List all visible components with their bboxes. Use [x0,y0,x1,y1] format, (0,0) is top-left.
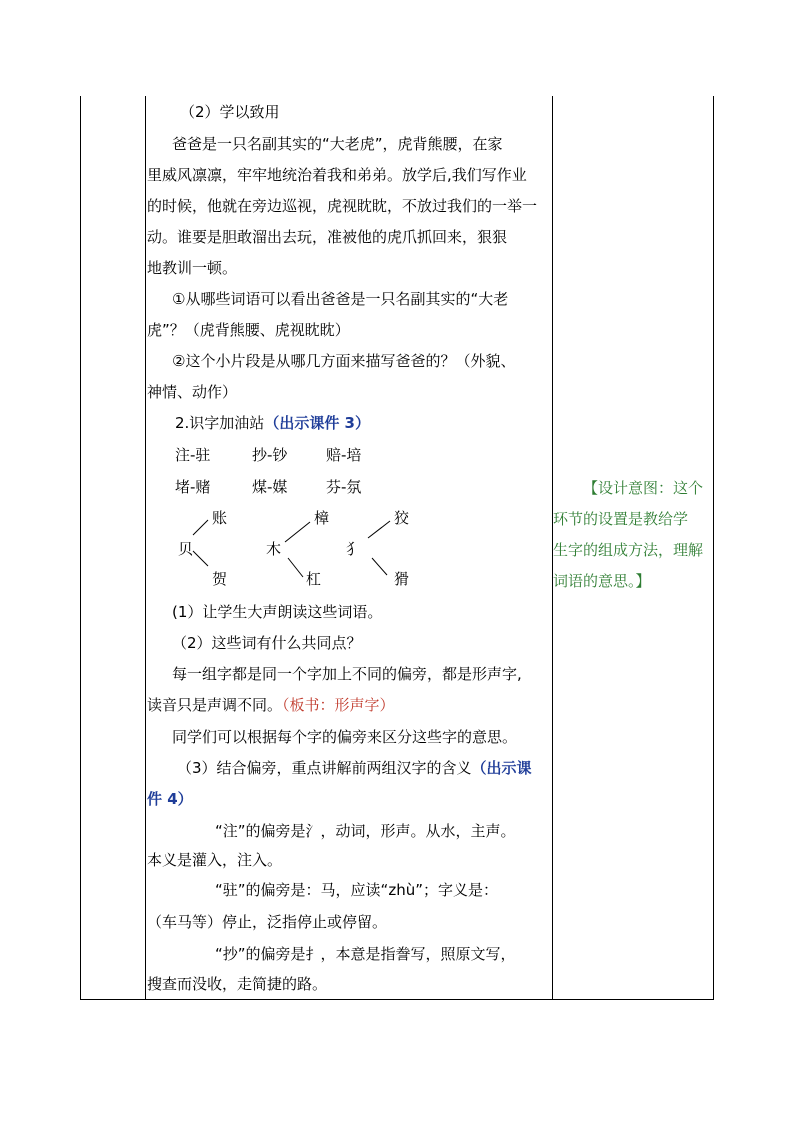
design-intent-line: 生字的组成方法，理解 [553,541,704,559]
instruction-line [177,758,532,778]
explanation-line [147,695,395,715]
tree-top-char: 狡 [394,509,410,527]
explanation-text: 读音只是声调不同。 [147,696,283,714]
design-intent-line: 词语的意思。】 [553,572,651,590]
explanation-line: “注”的偏旁是氵，动词，形声。从水，主声。 [215,822,516,840]
tree-top-char: 樟 [314,509,330,527]
section-title: 2.识字加油站 [175,414,265,432]
design-intent-line: 环节的设置是教给学 [553,510,689,528]
explanation-line: 同学们可以根据每个字的偏旁来区分这些字的意思。 [172,728,518,746]
courseware-note: （出示课件 3） [264,414,370,432]
tree-root-char: 贝 [178,540,194,558]
tree-root-char: 犭 [346,540,362,558]
section-heading: （2）学以致用 [180,103,280,121]
passage-line: 里威风凛凛，牢牢地统治着我和弟弟。放学后,我们写作业 [147,166,527,184]
courseware-note: （出示课 [471,759,532,777]
tree-bottom-char: 猾 [394,570,410,588]
instruction-line: (1）让学生大声朗读这些词语。 [172,603,383,621]
question-line: 神情、动作） [147,383,238,401]
word-pair: 芬-氛 [326,478,362,496]
explanation-line: 本义是灌入，注入。 [147,851,283,869]
design-intent-line: 【设计意图：这个 [583,479,704,497]
instruction-line: （2）这些词有什么共同点？ [172,634,362,652]
tree-bottom-char: 贺 [212,570,228,588]
passage-line: 地教训一顿。 [147,259,238,277]
explanation-line: “驻”的偏旁是：马，应读“zhù”；字义是： [215,881,498,899]
word-pair: 注-驻 [175,446,211,464]
tree-root-char: 木 [266,540,282,558]
explanation-line: 每一组字都是同一个字加上不同的偏旁，都是形声字, [172,665,522,683]
explanation-line: （车马等）停止，泛指停止或停留。 [147,913,388,931]
question-line: 虎”？（虎背熊腰、虎视眈眈） [147,321,350,339]
word-pair: 煤-媒 [252,478,288,496]
passage-line: 动。谁要是胆敢溜出去玩，准被他的虎爪抓回来，狠狠 [147,228,508,246]
passage-line: 爸爸是一只名副其实的“大老虎”，虎背熊腰，在家 [172,135,503,153]
courseware-note: 件 4） [147,790,193,808]
tree-top-char: 账 [212,509,228,527]
explanation-line: 搜查而没收，走简捷的路。 [147,975,328,993]
question-line: ②这个小片段是从哪几方面来描写爸爸的？（外貌、 [172,352,516,370]
question-line: ①从哪些词语可以看出爸爸是一只名副其实的“大老 [172,290,509,308]
word-pair: 堵-赌 [175,478,211,496]
word-pair: 抄-钞 [252,446,288,464]
explanation-line: “抄”的偏旁是扌，本意是指誊写，照原文写， [215,945,516,963]
board-note: （板书：形声字） [282,696,395,714]
word-pair: 赔-培 [326,446,362,464]
passage-line: 的时候，他就在旁边巡视，虎视眈眈，不放过我们的一举一 [147,197,538,215]
instruction-text: （3）结合偏旁，重点讲解前两组汉字的含义 [177,759,472,777]
tree-bottom-char: 杠 [306,570,322,588]
